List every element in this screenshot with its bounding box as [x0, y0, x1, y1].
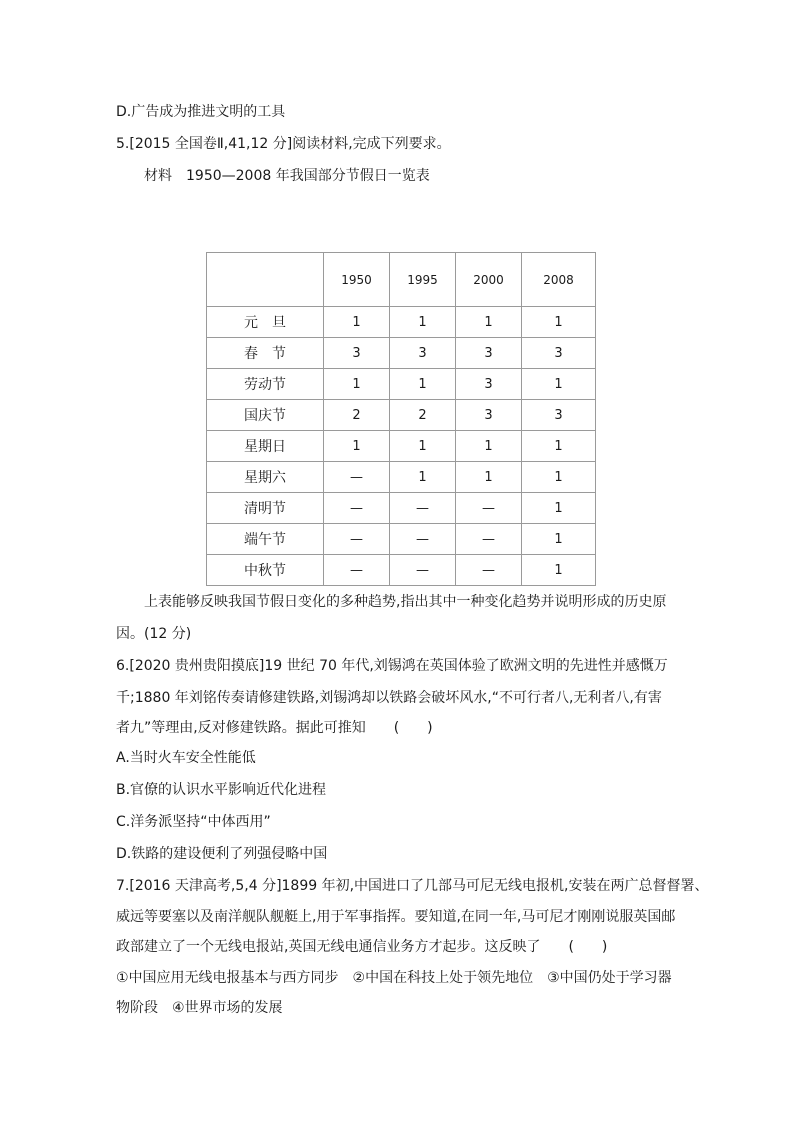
table-corner-cell	[207, 253, 324, 307]
table-cell: 1	[522, 493, 596, 524]
table-cell: 1	[456, 307, 522, 338]
q6-option-b: B.官僚的认识水平影响近代化进程	[116, 782, 327, 798]
year-header: 2008	[522, 253, 596, 307]
q6-stem-line1: 6.[2020 贵州贵阳摸底]19 世纪 70 年代,刘锡鸿在英国体验了欧洲文明的先进性并感慨万	[116, 658, 668, 674]
year-header: 1950	[324, 253, 390, 307]
q7-choices-line1: ①中国应用无线电报基本与西方同步 ②中国在科技上处于领先地位 ③中国仍处于学习器	[116, 970, 672, 986]
year-header: 1995	[390, 253, 456, 307]
table-row	[207, 462, 596, 493]
table-cell: 2	[390, 400, 456, 431]
q7-stem-line3: 政部建立了一个无线电报站,英国无线电通信业务方才起步。这反映了 ( )	[116, 939, 608, 955]
q5-question-line2: 因。(12 分)	[116, 626, 192, 642]
table-cell: 1	[390, 369, 456, 400]
table-row	[207, 493, 596, 524]
table-cell: —	[456, 555, 522, 586]
table-cell: 1	[456, 431, 522, 462]
holiday-label: 春 节	[207, 338, 324, 369]
table-cell: —	[324, 524, 390, 555]
table-cell: —	[324, 555, 390, 586]
table-cell: 1	[522, 431, 596, 462]
table-cell: —	[456, 493, 522, 524]
holiday-label: 清明节	[207, 493, 324, 524]
holiday-label: 星期日	[207, 431, 324, 462]
table-row	[207, 338, 596, 369]
q5-question-line1: 上表能够反映我国节假日变化的多种趋势,指出其中一种变化趋势并说明形成的历史原	[144, 594, 667, 610]
q7-stem-line1: 7.[2016 天津高考,5,4 分]1899 年初,中国进口了几部马可尼无线电报机,安装在两广总督督署、	[116, 878, 709, 894]
table-cell: 3	[522, 400, 596, 431]
holiday-label: 元 旦	[207, 307, 324, 338]
holiday-label: 星期六	[207, 462, 324, 493]
year-header: 2000	[456, 253, 522, 307]
table-cell: 1	[324, 369, 390, 400]
table-cell: 1	[522, 369, 596, 400]
q5-material-title: 材料 1950—2008 年我国部分节假日一览表	[144, 168, 430, 184]
q7-choices-line2: 物阶段 ④世界市场的发展	[116, 1000, 283, 1016]
table-cell: —	[390, 555, 456, 586]
table-cell: —	[456, 524, 522, 555]
table-cell: —	[324, 493, 390, 524]
table-cell: 2	[324, 400, 390, 431]
holiday-label: 国庆节	[207, 400, 324, 431]
table-cell: 1	[522, 524, 596, 555]
table-cell: 3	[324, 338, 390, 369]
table-header-row	[207, 253, 596, 307]
table-cell: 3	[390, 338, 456, 369]
q4-option-d: D.广告成为推进文明的工具	[116, 104, 286, 120]
q6-stem-line2: 千;1880 年刘铭传奏请修建铁路,刘锡鸿却以铁路会破坏风水,“不可行者八,无利者八,有害	[116, 690, 662, 706]
table-cell: 3	[456, 338, 522, 369]
q6-option-d: D.铁路的建设便利了列强侵略中国	[116, 846, 328, 862]
table-cell: 1	[390, 462, 456, 493]
table-row	[207, 431, 596, 462]
holiday-label: 中秋节	[207, 555, 324, 586]
table-row	[207, 555, 596, 586]
table-cell: 1	[324, 431, 390, 462]
table-row	[207, 524, 596, 555]
q6-option-c: C.洋务派坚持“中体西用”	[116, 814, 271, 830]
table-cell: —	[390, 524, 456, 555]
q6-option-a: A.当时火车安全性能低	[116, 750, 256, 766]
holiday-table	[206, 252, 596, 586]
table-cell: 3	[456, 400, 522, 431]
table-cell: 1	[522, 307, 596, 338]
table-cell: 1	[390, 307, 456, 338]
table-cell: 3	[456, 369, 522, 400]
holiday-label: 劳动节	[207, 369, 324, 400]
table-cell: 1	[324, 307, 390, 338]
holiday-label: 端午节	[207, 524, 324, 555]
table-row	[207, 307, 596, 338]
q6-stem-line3: 者九”等理由,反对修建铁路。据此可推知 ( )	[116, 720, 433, 736]
table-cell: —	[324, 462, 390, 493]
table-cell: 1	[522, 462, 596, 493]
table-cell: 3	[522, 338, 596, 369]
table-row	[207, 369, 596, 400]
holiday-table-container	[206, 252, 596, 586]
table-cell: 1	[522, 555, 596, 586]
q7-stem-line2: 威远等要塞以及南洋舰队舰艇上,用于军事指挥。要知道,在同一年,马可尼才刚刚说服英国邮	[116, 909, 676, 925]
table-row	[207, 400, 596, 431]
q5-stem: 5.[2015 全国卷Ⅱ,41,12 分]阅读材料,完成下列要求。	[116, 136, 451, 152]
table-cell: 1	[456, 462, 522, 493]
table-cell: —	[390, 493, 456, 524]
table-cell: 1	[390, 431, 456, 462]
